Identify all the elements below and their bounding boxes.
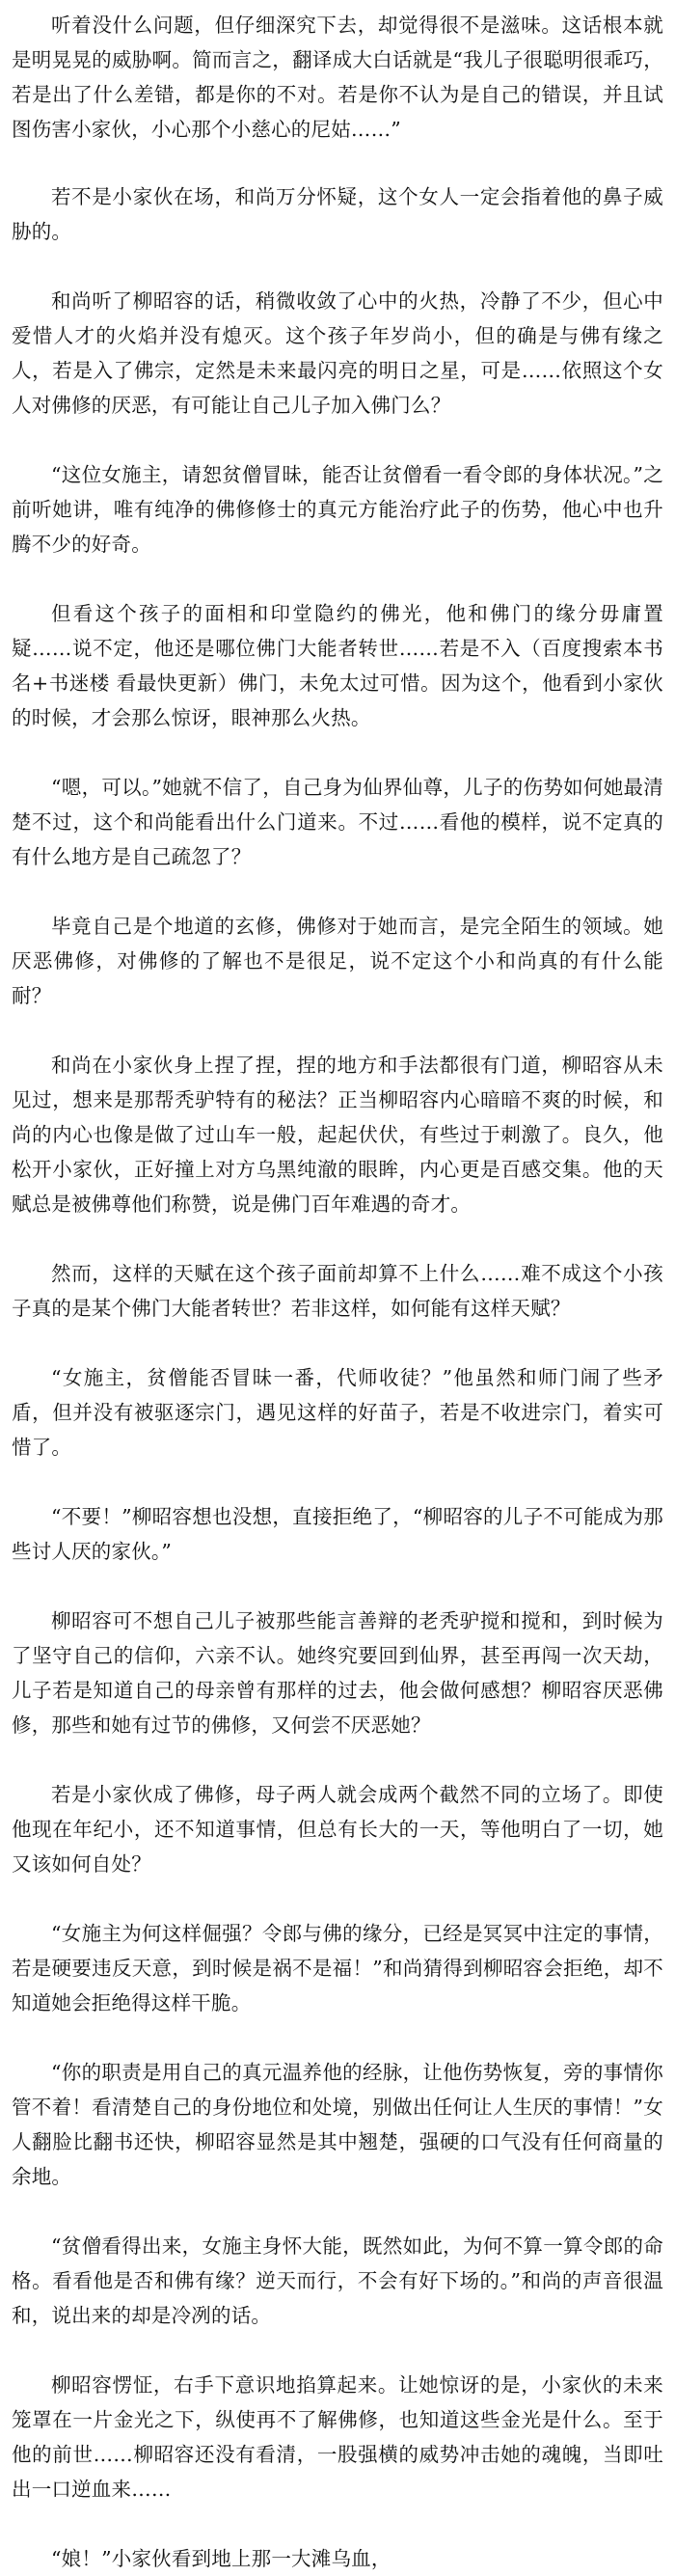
paragraph: 听着没什么问题，但仔细深究下去，却觉得很不是滋味。这话根本就是明晃晃的威胁啊。简而言之，翻译成大白话就是“我儿子很聪明很乖巧，若是出了什么差错，都是你的不对。若是你不认为是自己的错误，并且试图伤害小家伙，小心那个小慈心的尼姑……”	[12, 14, 663, 141]
paragraph: “贫僧看得出来，女施主身怀大能，既然如此，为何不算一算令郎的命格。看看他是否和佛有缘？逆天而行，不会有好下场的。”和尚的声音很温和，说出来的却是冷冽的话。	[12, 2234, 663, 2327]
paragraph: “不要！”柳昭容想也没想，直接拒绝了，“柳昭容的儿子不可能成为那些讨人厌的家伙。”	[12, 1505, 663, 1563]
paragraph: 然而，这样的天赋在这个孩子面前却算不上什么……难不成这个小孩子真的是某个佛门大能者转世？若非这样，如何能有这样天赋？	[12, 1262, 663, 1320]
paragraph: 若不是小家伙在场，和尚万分怀疑，这个女人一定会指着他的鼻子威胁的。	[12, 185, 663, 243]
paragraph: “女施主，贫僧能否冒昧一番，代师收徒？”他虽然和师门闹了些矛盾，但并没有被驱逐宗门，遇见这样的好苗子，若是不收进宗门，着实可惜了。	[12, 1366, 663, 1459]
paragraph: 柳昭容可不想自己儿子被那些能言善辩的老秃驴搅和搅和，到时候为了坚守自己的信仰，六亲不认。她终究要回到仙界，甚至再闯一次天劫，儿子若是知道自己的母亲曾有那样的过去，他会做何感想？柳昭容厌恶佛修，那些和她有过节的佛修，又何尝不厌恶她？	[12, 1609, 663, 1737]
paragraph: “你的职责是用自己的真元温养他的经脉，让他伤势恢复，旁的事情你管不着！看清楚自己的身份地位和处境，别做出任何让人生厌的事情！”女人翻脸比翻书还快，柳昭容显然是其中翘楚，强硬的口气没有任何商量的余地。	[12, 2061, 663, 2188]
paragraph: 毕竟自己是个地道的玄修，佛修对于她而言，是完全陌生的领域。她厌恶佛修，对佛修的了解也不是很足，说不定这个小和尚真的有什么能耐？	[12, 915, 663, 1007]
paragraph: “女施主为何这样倔强？令郎与佛的缘分，已经是冥冥中注定的事情，若是硬要违反天意，到时候是祸不是福！”和尚猜得到柳昭容会拒绝，却不知道她会拒绝得这样干脆。	[12, 1922, 663, 2014]
paragraph: 和尚听了柳昭容的话，稍微收敛了心中的火热，冷静了不少，但心中爱惜人才的火焰并没有熄灭。这个孩子年岁尚小，但的确是与佛有缘之人，若是入了佛宗，定然是未来最闪亮的明日之星，可是……依照这个女人对佛修的厌恶，有可能让自己儿子加入佛门么？	[12, 289, 663, 417]
paragraph: “这位女施主，请恕贫僧冒昧，能否让贫僧看一看令郎的身体状况。”之前听她讲，唯有纯净的佛修修士的真元方能治疗此子的伤势，他心中也升腾不少的好奇。	[12, 463, 663, 556]
paragraph: 但看这个孩子的面相和印堂隐约的佛光，他和佛门的缘分毋庸置疑……说不定，他还是哪位佛门大能者转世……若是不入（百度搜索本书名+书迷楼 看最快更新）佛门，未免太过可惜。因为这个，他看到小家伙的时候，才会那么惊讶，眼神那么火热。	[12, 602, 663, 729]
paragraph: “娘！”小家伙看到地上那一大滩乌血，	[51, 2547, 392, 2570]
paragraph: “嗯，可以。”她就不信了，自己身为仙界仙尊，儿子的伤势如何她最清楚不过，这个和尚能看出什么门道来。不过……看他的模样，说不定真的有什么地方是自己疏忽了？	[12, 776, 663, 868]
paragraph: 和尚在小家伙身上捏了捏，捏的地方和手法都很有门道，柳昭容从未见过，想来是那帮秃驴特有的秘法？正当柳昭容内心暗暗不爽的时候，和尚的内心也像是做了过山车一般，起起伏伏，有些过于刺激了。良久，他松开小家伙，正好撞上对方乌黑纯澈的眼眸，内心更是百感交集。他的天赋总是被佛尊他们称赞，说是佛门百年难遇的奇才。	[12, 1054, 663, 1216]
paragraph: 若是小家伙成了佛修，母子两人就会成两个截然不同的立场了。即使他现在年纪小，还不知道事情，但总有长大的一天，等他明白了一切，她又该如何自处？	[12, 1783, 663, 1876]
paragraph: 柳昭容愣怔，右手下意识地掐算起来。让她惊讶的是，小家伙的未来笼罩在一片金光之下，纵使再不了解佛修，也知道这些金光是什么。至于他的前世……柳昭容还没有看清，一股强横的威势冲击她的魂魄，当即吐出一口逆血来……	[12, 2373, 663, 2501]
